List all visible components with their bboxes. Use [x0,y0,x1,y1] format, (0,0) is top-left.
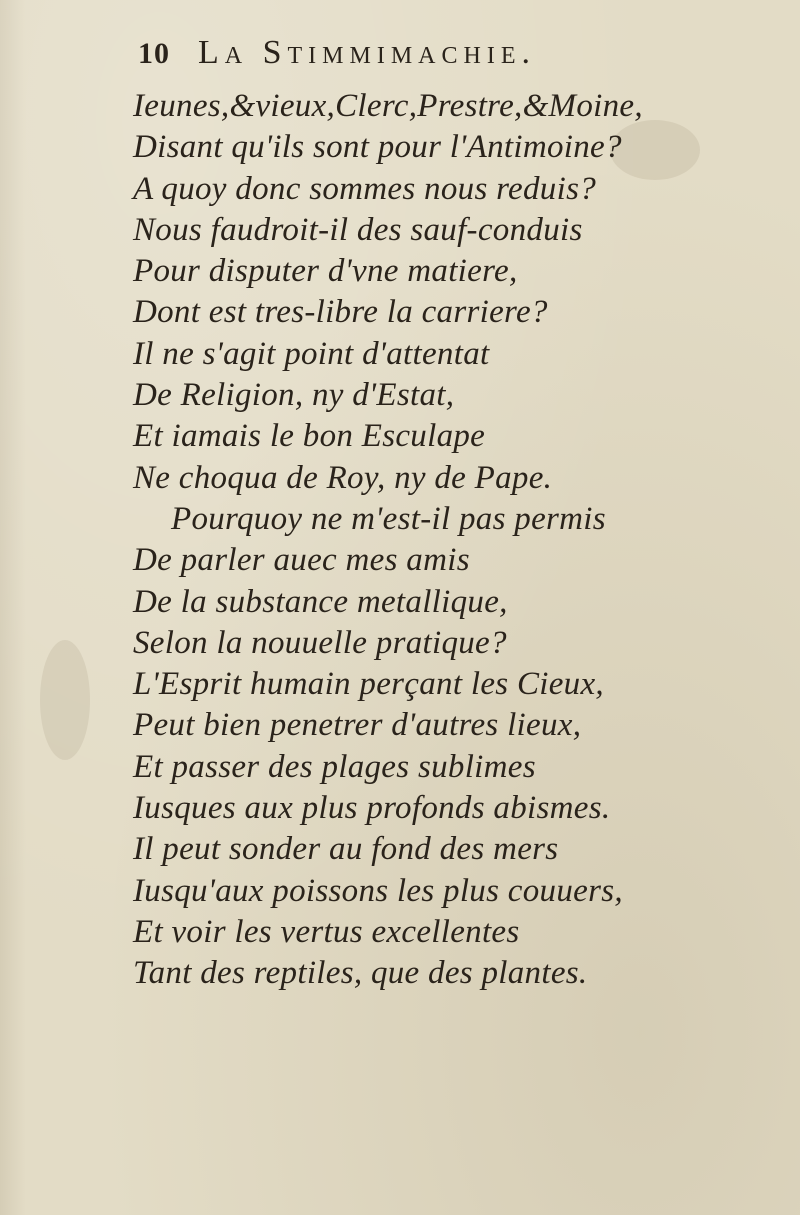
verse-line: Iusques aux plus profonds abismes. [133,790,611,827]
verse-line: L'Esprit humain perçant les Cieux, [133,666,604,703]
paper-stain [40,640,90,760]
verse-line: A quoy donc sommes nous reduis? [133,170,597,207]
verse-line: Et voir les vertus excellentes [133,913,520,950]
running-title: La Stimmimachie. [198,34,536,71]
verse-line: Dont est tres-libre la carriere? [133,294,548,331]
verse-line: Et iamais le bon Esculape [133,418,486,455]
verse-line: Peut bien penetrer d'autres lieux, [133,707,582,744]
verse-line: Iusqu'aux poissons les plus couuers, [133,872,623,909]
verse-line: Ne choqua de Roy, ny de Pape. [133,459,553,496]
verse-line: De parler auec mes amis [133,542,470,579]
verse-line: Pour disputer d'vne matiere, [133,253,518,290]
verse-line: Ieunes,&vieux,Clerc,Prestre,&Moine, [133,88,643,124]
verse-line: Pourquoy ne m'est-il pas permis [171,500,606,537]
verse-line: Tant des reptiles, que des plantes. [133,955,588,992]
poem-text [133,86,773,995]
verse-line: Et passer des plages sublimes [133,748,536,785]
verse-line: Nous faudroit-il des sauf-conduis [133,211,583,248]
verse-line: Disant qu'ils sont pour l'Antimoine? [133,129,622,166]
page-number: 10 [138,37,170,70]
verse-line: Il peut sonder au fond des mers [133,831,559,868]
verse-line: De Religion, ny d'Estat, [133,377,455,414]
verse-line: Il ne s'agit point d'attentat [133,335,490,372]
verse-line: De la substance metallique, [133,583,508,620]
verse-line: Selon la nouuelle pratique? [133,624,507,661]
page-header [138,34,698,84]
